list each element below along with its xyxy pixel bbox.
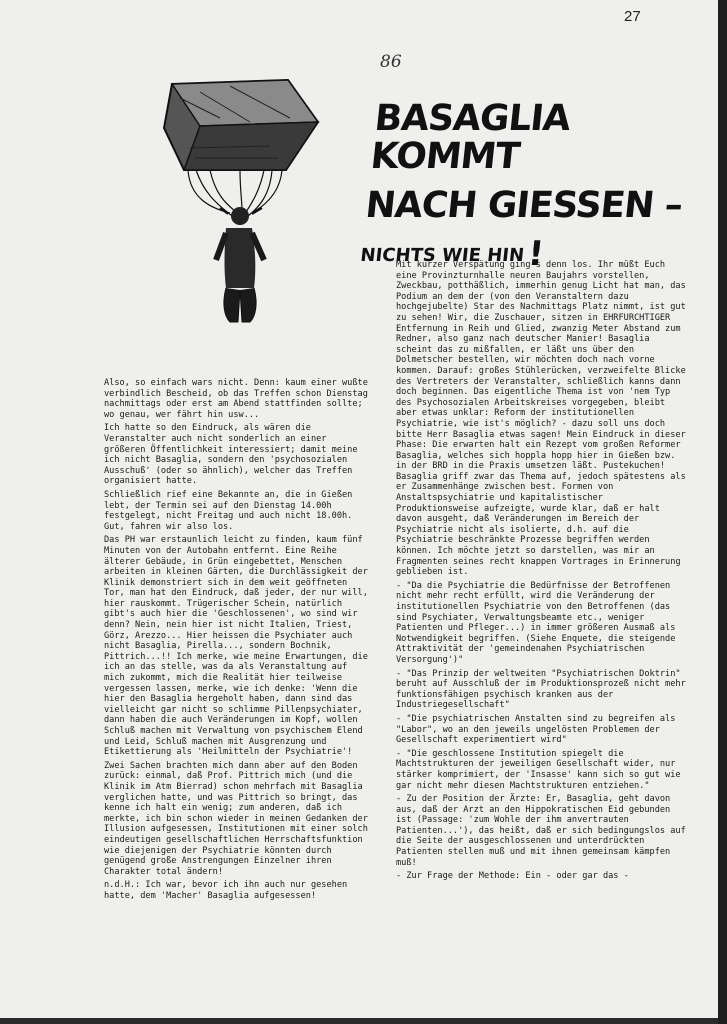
handwritten-note: 86 [380,52,402,72]
paragraph: Ich hatte so den Eindruck, als wären die Veranstalter auch nicht sonderlich an einer größeren Öffentlichkeit interessiert; damit meine ich nicht Basaglia, sondern den 'psychosozialen Ausschuß' (oder so ähnlich), welcher das Treffen organisiert hatte. [104,423,358,487]
bullet-item: - Zur Frage der Methode: Ein - oder gar das - [396,871,629,882]
bullet-item: - "Das Prinzip der weltweiten "Psychiatrischen Doktrin" beruht auf Ausschluß der im Produktionsprozeß nicht mehr funktionsfähigen psychisch kranken aus der Industriegesellschaft" [396,668,686,711]
right-text-column [396,260,688,885]
headline-subline: NICHTS WIE HIN [359,245,526,266]
scan-edge [718,0,727,1024]
page-number: 27 [624,8,641,25]
paragraph: Also, so einfach wars nicht. Denn: kaum einer wußte verbindlich Bescheid, ob das Treffen schon Dienstag nachmittags oder erst am Abend stattfinden sollte; wo genau, wer fährt hin usw... [104,378,368,420]
bullet-item: - "Die geschlossene Institution spiegelt die Machtstrukturen der jeweiligen Gesellschaft wider, nur stärker komprimiert, der 'Insasse' kann sich so gut wie gar nicht mehr diesen Machtstrukturen entziehen." [396,748,681,791]
headline-line-2: NACH GIESSEN – [363,185,685,226]
headline-line-1: BASAGLIA KOMMT [368,98,572,177]
parachute-box-illustration [160,78,330,328]
paragraph: Das PH war erstaunlich leicht zu finden, kaum fünf Minuten von der Autobahn entfernt. Eine Reihe älterer Gebäude, in Grün eingebettet, Menschen arbeiten in kleinen Gärten, die Durchlässigkeit der Klinik demonstriert sich in dem weit geöffneten Tor, man hat den Eindruck, daß jeder, der nur will, hier rauskommt. Trügerischer Schein, natürlich gibt's auch hier die 'Geschlossenen', wo sind wir denn? Nein, nein hier ist nicht Italien, Triest, Görz, Arezzo... Hier heissen die Psychiater auch nicht Basaglia, Pirella..., sondern Bochnik, Pittrich...!! Ich merke, wie meine Erwartungen, die ich an das stelle, was da als Veranstaltung auf mich zukommt, mich die Realität hier teilweise vergessen lassen, merke, wie ich denke: 'Wenn die hier den Basaglia hergeholt haben, dann sind das vielleicht gar nicht so schlimme Pillenpsychiater, dann haben die auch Veränderungen im Kopf, wollen Schluß machen mit Verwaltung von psychischem Elend und Leid, Schluß machen mit Ausgrenzung und Etikettierung als 'Heilmitteln der Psychiatrie'! [104,535,368,758]
left-text-column [104,378,372,905]
bullet-item: - "Da die Psychiatrie die Bedürfnisse der Betroffenen nicht mehr recht erfüllt, wird die Veränderung der institutionellen Psychiatrie von den Betroffenen (das sind Psychiater, Verwaltungsbeamte etc., weniger Patienten und Pfleger...) in immer größeren Ausmaß als Notwendigkeit begriffen. (Siehe Enquete, die steigende Attraktivität der 'gemeindenahen Psychiatrischen Versorgung')" [396,580,676,665]
paragraph: Zwei Sachen brachten mich dann aber auf den Boden zurück: einmal, daß Prof. Pittrich mich (und die Klinik im Atm Bierrad) schon mehrfach mit Basaglia verglichen hatte, und was Pittrich so bringt, das kenne ich halt ein wenig; zum anderen, daß ich merkte, ich bin schon wieder in meinen Gedanken der Illusion aufgesessen, Institutionen mit einer solch eindeutigen gesellschaftlichen Herrschaftsfunktion wie diejenigen der Psychiatrie könnten durch genügend große Anstrengungen Einzelner ihren Charakter total ändern! [104,760,368,877]
paragraph: Mit kurzer Verspätung ging's denn los. Ihr müßt Euch eine Provinzturnhalle neuren Baujahrs vorstellen, Zweckbau, potthäßlich, immerhin genug Licht hat man, das Podium an dem der (von den Veranstaltern dazu hochgejubelte) Star des Nachmittags Platz nimmt, ist gut zu sehen! Wir, die Zuschauer, sitzen in EHRFURCHTIGER Entfernung in Reih und Glied, zwanzig Meter Abstand zum Redner, also ganz nach deutscher Manier! Basaglia scheint das zu mißfallen, er läßt uns über den Dolmetscher bestellen, wir möchten doch nach vorne kommen. Darauf: großes Stühlerücken, verzweifelte Blicke des Vertreters der Veranstalter, schließlich kanns dann doch beginnen. Das eigentliche Thema ist von 'nem Typ des Psychosozialen Arbeitskreises vorgegeben, bleibt aber etwas unklar: Reform der institutionellen Psychiatrie, wie ist's möglich? - dazu soll uns doch bitte Herr Basaglia etwas sagen! Mein Eindruck in dieser Phase: Die erwarten halt ein Rezept vom großen Reformer Basaglia, welches sich hoppla hopp hier in Gießen bzw. in der BRD in die Praxis umsetzen läßt. Pustekuchen! Basaglia griff zwar das Thema auf, jedoch spätestens als er Zusammenhänge zwischen best. Formen von Anstaltspsychiatrie und kapitalistischer Produktionsweise aufzeigte, wurde klar, daß er halt davon ausgeht, daß Veränderungen im Bereich der Psychiatrie nicht als isolierte, d.h. auf die Psychiatrie beschränkte Prozesse begriffen werden können. Ich möchte jetzt so darstellen, was mir an Fragmenten seines recht knappen Vortrages in Erinnerung geblieben ist. [396,260,686,578]
bullet-item: - Zu der Position der Ärzte: Er, Basaglia, geht davon aus, daß der Arzt an den Hippokratischen Eid gebunden ist (Passage: 'zum Wohle der ihm anvertrauten Patienten...'), das heißt, daß er sich bedingungslos auf die Seite der ausgeschlossenen und unterdrückten Patienten stellen muß und mit ihnen gemeinsam kämpfen muß! [396,794,686,868]
headline [359,98,717,274]
paragraph: n.d.H.: Ich war, bevor ich ihn auch nur gesehen hatte, dem 'Macher' Basaglia aufgesessen! [104,880,348,901]
bullet-item: - "Die psychiatrischen Anstalten sind zu begreifen als "Labor", wo an den jeweils ungelösten Problemen der Gesellschaft experimentiert wird" [396,713,676,746]
paragraph: Schließlich rief eine Bekannte an, die in Gießen lebt, der Termin sei auf den Dienstag 14.00h festgelegt, nicht Freitag und auch nicht 18.00h. Gut, fahren wir also los. [104,489,353,532]
exclamation-mark: ! [526,234,546,274]
